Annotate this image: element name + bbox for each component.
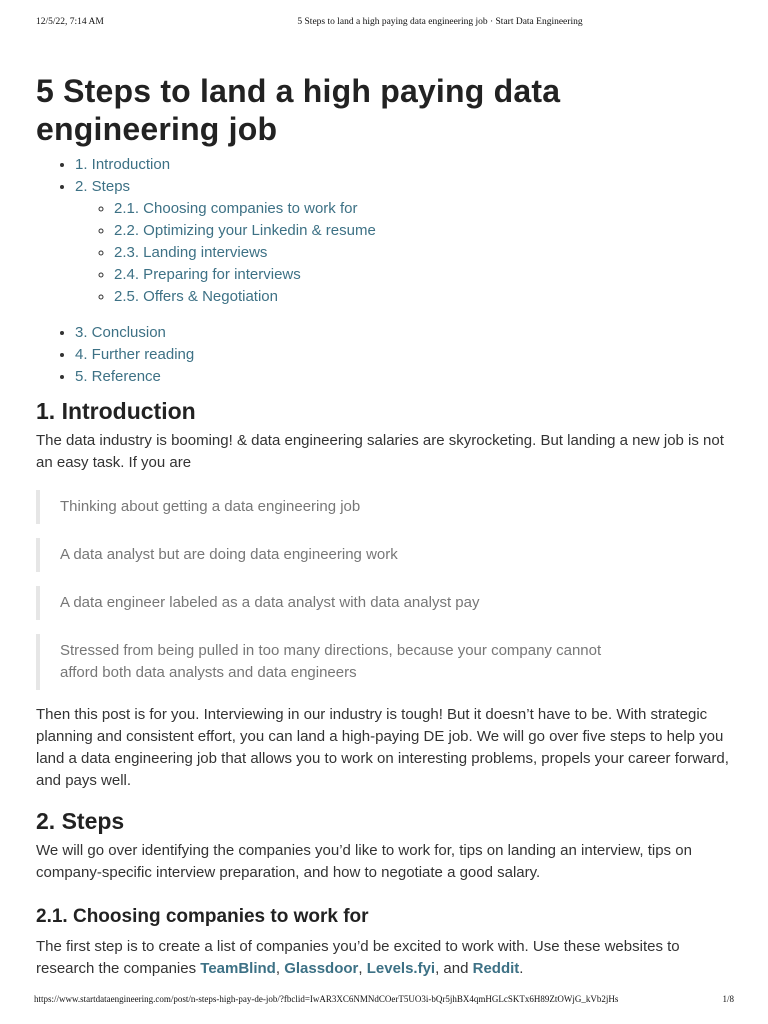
blockquote bbox=[36, 634, 732, 690]
toc-subsection bbox=[75, 198, 732, 308]
blockquote: A data analyst but are doing data engineering work bbox=[36, 538, 732, 572]
toc-subitem-offers bbox=[114, 286, 732, 308]
separator: , bbox=[358, 960, 367, 977]
toc-link-introduction[interactable]: 1. Introduction bbox=[75, 156, 171, 173]
print-footer bbox=[0, 994, 768, 1008]
toc-link-further-reading[interactable]: 4. Further reading bbox=[75, 346, 195, 363]
toc-subitem-preparing bbox=[114, 264, 732, 286]
toc-item-further-reading bbox=[75, 344, 732, 366]
print-url: https://www.startdataengineering.com/post/n-steps-high-pay-de-job/?fbclid=IwAR3XC6NMNdCOerT5UO3i-bQr5jhBX4qmHGLcSKTx6H89ZtOWjG_kVb2jHs bbox=[34, 994, 619, 1004]
choosing-paragraph bbox=[36, 936, 732, 980]
link-reddit[interactable]: Reddit bbox=[472, 960, 520, 977]
section-heading-introduction: 1. Introduction bbox=[36, 398, 196, 424]
link-teamblind[interactable]: TeamBlind bbox=[200, 960, 276, 977]
steps-paragraph: We will go over identifying the companies you’d like to work for, tips on landing an interview, tips on company-specific interview preparation, and how to negotiate a good salary. bbox=[36, 842, 692, 881]
section-heading-steps: 2. Steps bbox=[36, 808, 125, 834]
toc-link-steps[interactable]: 2. Steps bbox=[75, 178, 131, 195]
toc-item-reference bbox=[75, 366, 732, 388]
toc-item-introduction bbox=[75, 154, 732, 176]
toc-item-steps bbox=[75, 176, 732, 198]
toc-item-conclusion bbox=[75, 322, 732, 344]
intro-paragraph: The data industry is booming! & data engineering salaries are skyrocketing. But landing a new job is not an easy task. If you are bbox=[36, 432, 724, 471]
blockquote: Thinking about getting a data engineering job bbox=[36, 490, 732, 524]
blockquote-line: afford both data analysts and data engineers bbox=[60, 664, 357, 681]
toc-sublist bbox=[75, 198, 732, 308]
separator: , bbox=[275, 960, 285, 977]
toc-link-offers-negotiation[interactable]: 2.5. Offers & Negotiation bbox=[114, 288, 278, 305]
section-heading-choosing-companies: 2.1. Choosing companies to work for bbox=[36, 906, 369, 927]
link-glassdoor[interactable]: Glassdoor bbox=[284, 960, 359, 977]
print-datetime: 12/5/22, 7:14 AM bbox=[36, 17, 104, 27]
toc-link-reference[interactable]: 5. Reference bbox=[75, 368, 161, 385]
toc-link-landing-interviews[interactable]: 2.3. Landing interviews bbox=[114, 244, 268, 261]
article bbox=[36, 72, 732, 996]
toc-subitem-choosing bbox=[114, 198, 732, 220]
blockquote-line: Stressed from being pulled in too many directions, because your company cannot bbox=[60, 642, 602, 659]
choosing-text: The first step is to create a list of companies you’d be excited to work with. Use these websites to research the companies bbox=[36, 938, 680, 977]
table-of-contents bbox=[36, 154, 732, 388]
article-title: 5 Steps to land a high paying data engineering job bbox=[36, 73, 561, 147]
toc-link-preparing-interviews[interactable]: 2.4. Preparing for interviews bbox=[114, 266, 301, 283]
toc-link-linkedin-resume[interactable]: 2.2. Optimizing your Linkedin & resume bbox=[114, 222, 376, 239]
toc-link-choosing-companies[interactable]: 2.1. Choosing companies to work for bbox=[114, 200, 358, 217]
toc-subitem-landing bbox=[114, 242, 732, 264]
toc-subitem-linkedin bbox=[114, 220, 732, 242]
link-levels-fyi[interactable]: Levels.fyi bbox=[366, 960, 436, 977]
toc-link-conclusion[interactable]: 3. Conclusion bbox=[75, 324, 166, 341]
blockquote: A data engineer labeled as a data analyst with data analyst pay bbox=[36, 586, 732, 620]
separator: , and bbox=[435, 960, 473, 977]
intro-closing-paragraph: Then this post is for you. Interviewing in our industry is tough! But it doesn’t have to be. With strategic planning and consistent effort, you can land a high-paying DE job. We will go over five steps to help you land a data engineering job that allows you to work on interesting problems, propels your career forward, and pays well. bbox=[36, 706, 729, 789]
page-number: 1/8 bbox=[722, 994, 734, 1004]
print-doc-title: 5 Steps to land a high paying data engineering job · Start Data Engineering bbox=[297, 17, 583, 27]
sentence-end: . bbox=[519, 960, 524, 977]
print-header bbox=[0, 17, 768, 31]
